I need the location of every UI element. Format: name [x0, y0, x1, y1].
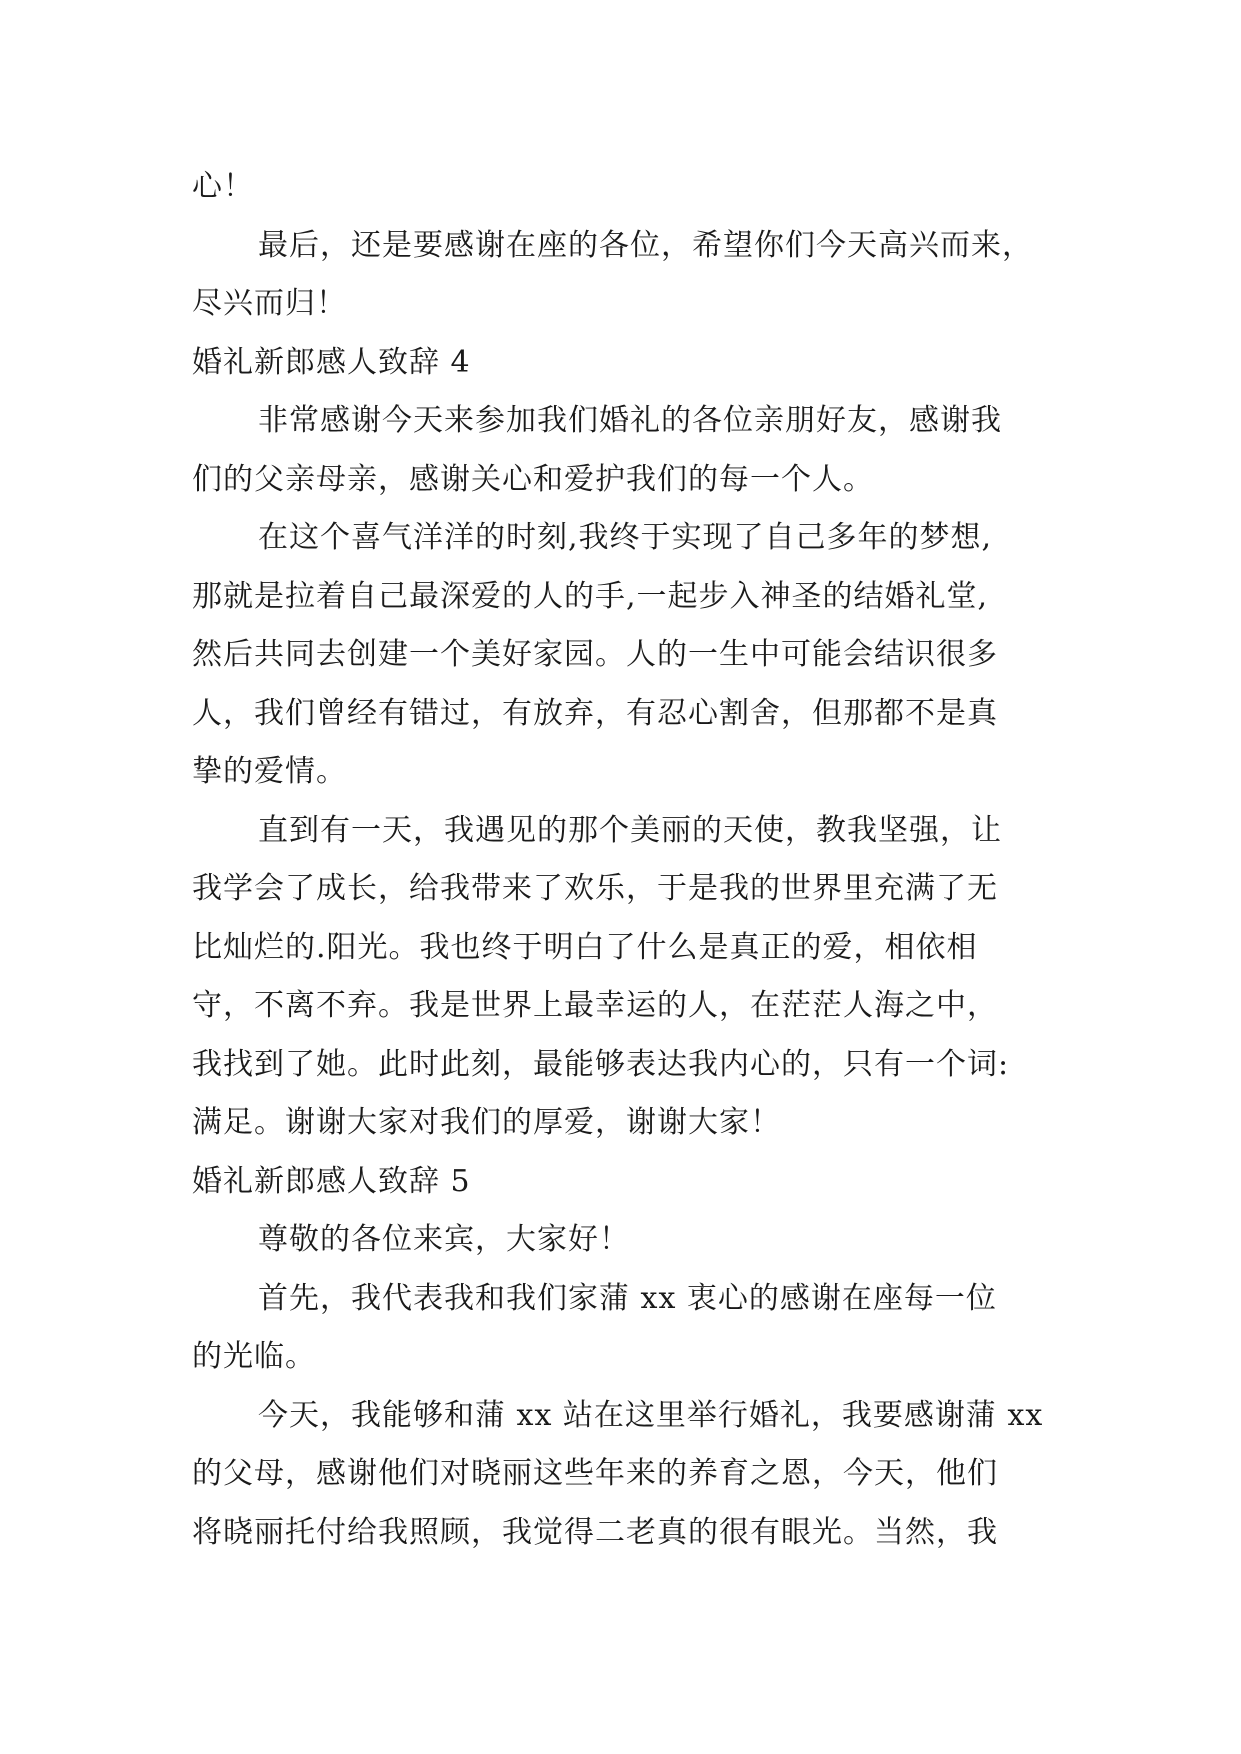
paragraph-line: 直到有一天，我遇见的那个美丽的天使，教我坚强，让 [258, 812, 1002, 848]
paragraph-line: 挚的爱情。 [192, 754, 347, 789]
paragraph-line: 最后，还是要感谢在座的各位，希望你们今天高兴而来， [258, 227, 1033, 263]
paragraph-line: 守，不离不弃。我是世界上最幸运的人，在茫茫人海之中， [192, 988, 998, 1023]
paragraph-line: 我学会了成长，给我带来了欢乐，于是我的世界里充满了无 [192, 871, 998, 906]
paragraph-line: 今天，我能够和蒲 xx 站在这里举行婚礼，我要感谢蒲 xx [258, 1397, 1044, 1433]
paragraph-line: 我找到了她。此时此刻，最能够表达我内心的，只有一个词: [192, 1046, 1010, 1082]
paragraph-line: 尽兴而归！ [192, 286, 347, 321]
paragraph-line: 然后共同去创建一个美好家园。人的一生中可能会结识很多 [192, 637, 998, 672]
document-body [192, 158, 1052, 1562]
paragraph-line: 首先，我代表我和我们家蒲 xx 衷心的感谢在座每一位 [258, 1280, 997, 1316]
paragraph-line: 人，我们曾经有错过，有放弃，有忍心割舍，但那都不是真 [192, 695, 998, 731]
paragraph-line: 们的父亲母亲，感谢关心和爱护我们的每一个人。 [192, 461, 874, 497]
paragraph-line: 的光临。 [192, 1339, 316, 1374]
paragraph-line: 的父母，感谢他们对晓丽这些年来的养育之恩，今天，他们 [192, 1456, 998, 1491]
paragraph-line: 尊敬的各位来宾，大家好！ [258, 1222, 630, 1257]
paragraph-line: 在这个喜气洋洋的时刻,我终于实现了自己多年的梦想, [258, 520, 993, 555]
paragraph-line: 非常感谢今天来参加我们婚礼的各位亲朋好友，感谢我 [258, 403, 1002, 438]
section-heading: 婚礼新郎感人致辞 5 [192, 1163, 471, 1199]
paragraph-line: 满足。谢谢大家对我们的厚爱，谢谢大家！ [192, 1105, 781, 1140]
paragraph-line: 将晓丽托付给我照顾，我觉得二老真的很有眼光。当然，我 [192, 1514, 998, 1550]
paragraph-line: 比灿烂的.阳光。我也终于明白了什么是真正的爱，相依相 [192, 929, 978, 965]
paragraph-line: 那就是拉着自己最深爱的人的手,一起步入神圣的结婚礼堂, [192, 578, 989, 614]
section-heading: 婚礼新郎感人致辞 4 [192, 344, 471, 380]
paragraph-line: 心！ [192, 169, 254, 204]
